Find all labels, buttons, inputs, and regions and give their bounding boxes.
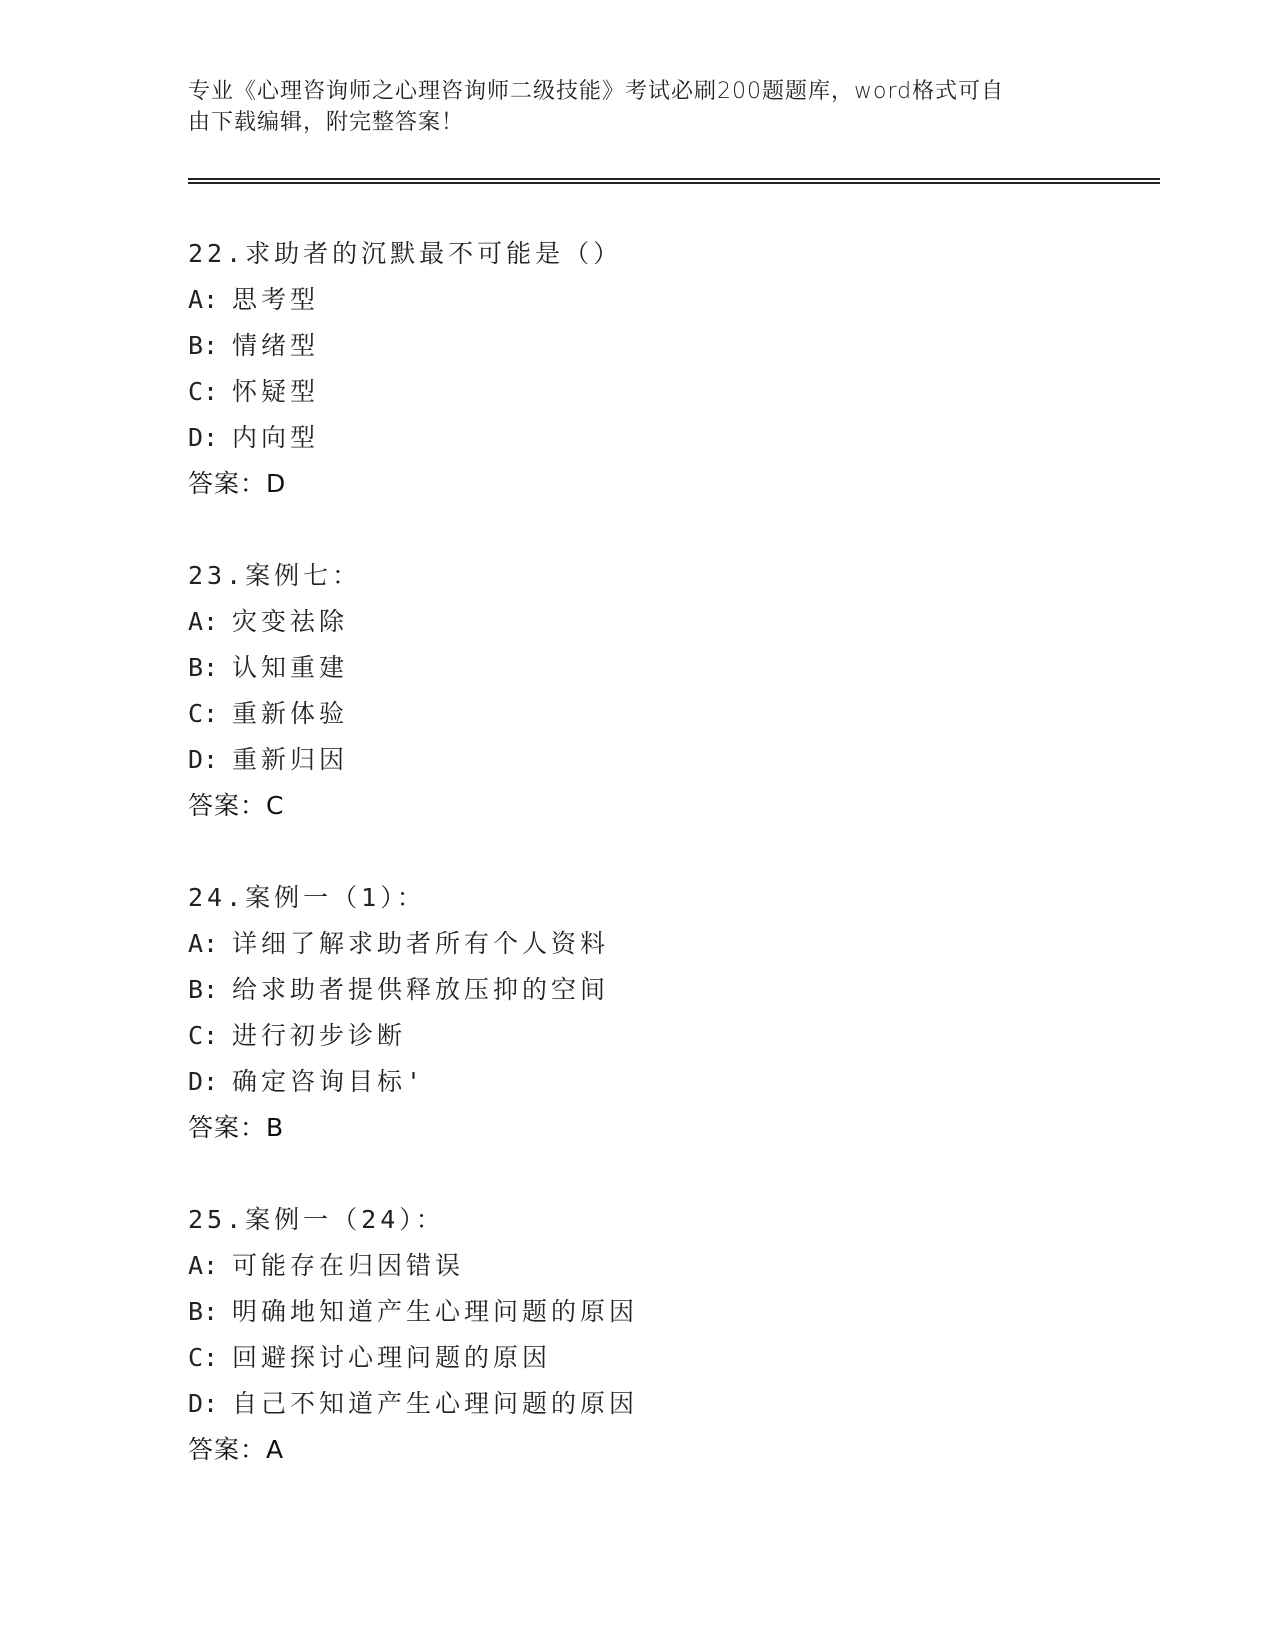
option-text: 认知重建: [232, 653, 349, 682]
option-text: 灾变祛除: [232, 607, 349, 636]
option-text: 确定咨询目标': [232, 1067, 426, 1096]
question-block: [188, 1197, 1088, 1473]
answer: 答案：A: [188, 1435, 285, 1464]
option-text: 明确地知道产生心理问题的原因: [232, 1297, 639, 1326]
option-b: [188, 1289, 1088, 1335]
option-b: [188, 645, 1088, 691]
option-d: [188, 415, 1088, 461]
option-letter: C:: [188, 1343, 219, 1372]
option-b: [188, 967, 1088, 1013]
option-text: 可能存在归因错误: [232, 1251, 465, 1280]
option-text: 回避探讨心理问题的原因: [232, 1343, 552, 1372]
header-line-1: 专业《心理咨询师之心理咨询师二级技能》考试必刷200题题库，word格式可自: [188, 79, 1005, 104]
question-block: [188, 553, 1088, 829]
question-block: [188, 875, 1088, 1151]
option-text: 情绪型: [232, 331, 320, 360]
option-text: 怀疑型: [232, 377, 320, 406]
question-block: [188, 231, 1088, 507]
option-letter: D:: [188, 1067, 219, 1096]
option-text: 内向型: [232, 423, 320, 452]
question-stem: 24.案例一（1）：: [188, 883, 426, 912]
option-letter: A:: [188, 607, 219, 636]
option-letter: B:: [188, 331, 219, 360]
option-a: [188, 1243, 1088, 1289]
option-text: 思考型: [232, 285, 320, 314]
question-stem: 22.求助者的沉默最不可能是（）: [188, 239, 623, 268]
option-text: 详细了解求助者所有个人资料: [232, 929, 610, 958]
question-stem: 23.案例七：: [188, 561, 362, 590]
document-header: [188, 76, 1088, 138]
option-c: [188, 691, 1088, 737]
question-stem: 25.案例一（24）：: [188, 1205, 445, 1234]
option-text: 自己不知道产生心理问题的原因: [232, 1389, 639, 1418]
option-d: [188, 1059, 1088, 1105]
answer: 答案：C: [188, 791, 285, 820]
answer: 答案：D: [188, 469, 287, 498]
option-a: [188, 599, 1088, 645]
option-letter: A:: [188, 285, 219, 314]
option-letter: A:: [188, 1251, 219, 1280]
option-c: [188, 1335, 1088, 1381]
option-letter: B:: [188, 653, 219, 682]
option-text: 重新归因: [232, 745, 349, 774]
option-letter: D:: [188, 1389, 219, 1418]
option-d: [188, 737, 1088, 783]
option-letter: D:: [188, 423, 219, 452]
option-a: [188, 921, 1088, 967]
option-text: 给求助者提供释放压抑的空间: [232, 975, 610, 1004]
option-text: 进行初步诊断: [232, 1021, 407, 1050]
option-letter: D:: [188, 745, 219, 774]
option-a: [188, 277, 1088, 323]
option-letter: B:: [188, 1297, 219, 1326]
header-double-rule: [188, 178, 1160, 184]
option-letter: B:: [188, 975, 219, 1004]
option-letter: C:: [188, 1021, 219, 1050]
option-text: 重新体验: [232, 699, 349, 728]
option-b: [188, 323, 1088, 369]
answer: 答案：B: [188, 1113, 285, 1142]
option-d: [188, 1381, 1088, 1427]
header-line-2: 由下载编辑，附完整答案！: [188, 110, 465, 135]
option-letter: A:: [188, 929, 219, 958]
option-c: [188, 1013, 1088, 1059]
option-letter: C:: [188, 699, 219, 728]
option-letter: C:: [188, 377, 219, 406]
option-c: [188, 369, 1088, 415]
